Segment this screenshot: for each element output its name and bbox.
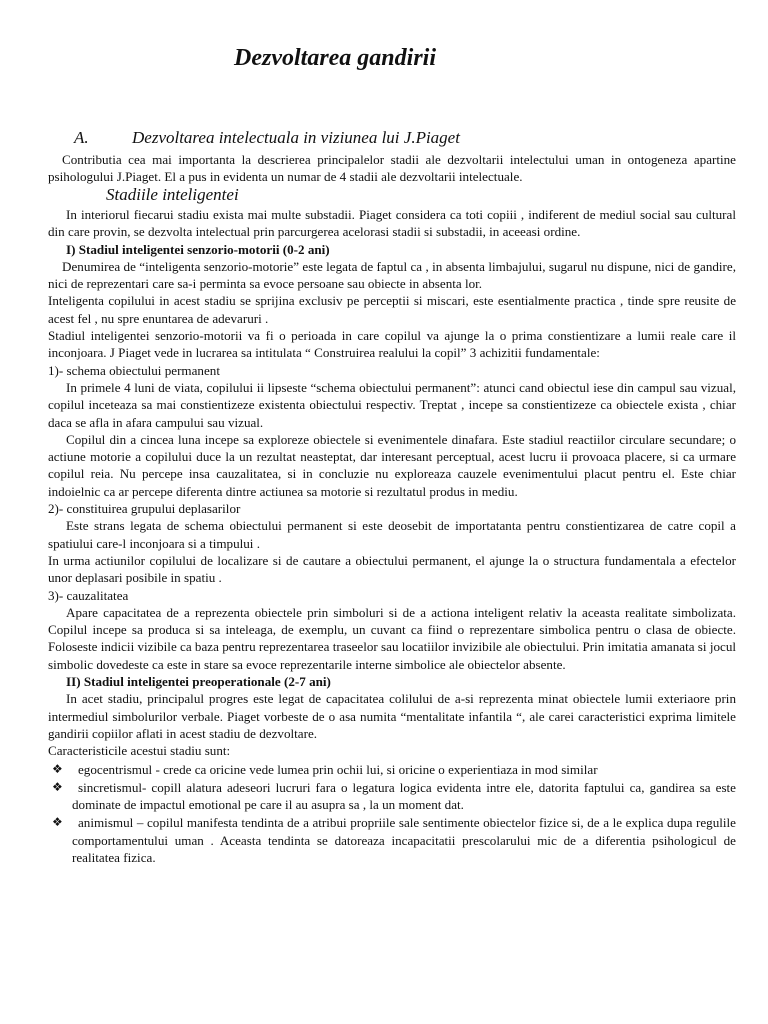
section-a-title: Dezvoltarea intelectuala in viziunea lui J.Piaget xyxy=(132,128,460,147)
subheading-stadii: Stadiile inteligentei xyxy=(106,185,239,204)
four-diamond-bullet-icon: ❖ xyxy=(52,779,63,794)
section-a-number: A. xyxy=(74,128,89,147)
item3-paragraph-1: Apare capacitatea de a reprezenta obiectele prin simboluri si de a actiona inteligent relativ la aceasta realitate simbolizata. Copilul incepe sa produca si sa inteleaga, de exemplu, un cuvant ca fiind o reprezentare simbolica pentru o clasa de obiecte. Foloseste indicii vizibile ca baza pentru reprezentarea traseelor sau locatiilor invizibile ale obiectului. Prin imitatia amanata si jocul simbolic dovedeste ca este in stare sa evoce reprezentarile interne simbolice ale obiectelor absente. xyxy=(48,604,736,672)
list-item: ❖ animismul – copilul manifesta tendinta de a atribui propriile sale sentimente obiectelor fizice si, de a le explica dupa regulile comportamentului uman . Aceasta tendinta se datoreaza incapacitatii prescolarului mic de a diferentia psihologicul de realitatea fizica. xyxy=(52,815,736,865)
intro-block xyxy=(48,151,736,186)
item2-label: 2)- constituirea grupului deplasarilor xyxy=(48,501,241,517)
stage1-paragraph-3: Stadiul inteligentei senzorio-motorii va fi o perioada in care copilul va ajunge la o prima constientizare a lumii reale care il inconjoara. J Piaget vede in lucrarea sa intitulata “ Construirea realului la copil” 3 achizitii fundamentale: xyxy=(48,328,736,361)
paragraph-stadii: In interiorul fiecarui stadiu exista mai multe substadii. Piaget considera ca toti copiii , indiferent de mediul social sau cultural din care provin, se dezvolta intelectual prin parcurgerea acelorasi stadii si substadii, in aceeasi ordine. xyxy=(48,207,736,240)
item1-paragraph-2: Copilul din a cincea luna incepe sa exploreze obiectele si evenimentele dinafara. Este stadiul reactiilor circulare secundare; o actiune motorie a copilului duce la un rezultat neasteptat, dar interesant perceptual, acest lucru ii provoaca placere, si ca urmare copilul reia. Nu percepe insa cauzalitatea, si in concluzie nu exploreaza cauzele evenimentului placut pentru el. Este chiar indoielnic ca ar percepe diferenta dintre actiunea sa motorie si rezultatul produs in mediu. xyxy=(48,431,736,499)
stage2-paragraph-1: In acet stadiu, principalul progres este legat de capacitatea colilului de a-si reprezenta minat obiectele lumii exteriaore prin intermediul simbolurilor verbale. Piaget vorbeste de o asa numita “mentalitate infantila “, ale carei caracteristici exprima limitele gandirii copiilor aflati in acest stadiu de dezvoltare. xyxy=(48,691,736,741)
list-item: ❖ egocentrismul - crede ca oricine vede lumea prin ochii lui, si oricine o experientiaza in mod similar xyxy=(52,761,598,777)
stage2-heading: II) Stadiul inteligentei preoperationale (2-7 ani) xyxy=(66,674,331,690)
page-title: Dezvoltarea gandirii xyxy=(234,45,436,71)
list-item: ❖ sincretismul- copill alatura adeseori lucruri fara o legatura logica evidenta intre ele, datorita faptului ca, gandirea sa este dominate de impactul emotional pe care il au asupra sa , la un moment dat. xyxy=(52,779,736,813)
item1-label: 1)- schema obiectului permanent xyxy=(48,362,220,378)
item3-label: 3)- cauzalitatea xyxy=(48,587,129,603)
characteristics-list xyxy=(48,761,736,867)
item2-paragraph-2: In urma actiunilor copilului de localizare si de cautare a obiectului permanent, el ajunge la o structura fundamentala a efectelor unor deplasari posibile in spatiu . xyxy=(48,552,736,586)
four-diamond-bullet-icon: ❖ xyxy=(52,815,63,830)
intro-paragraph: Contributia cea mai importanta la descrierea principalelor stadii ale dezvoltarii intelectului uman in ontogeneza apartine psihologului J.Piaget. El a pus in evidenta un numar de 4 stadii ale dezvoltarii intelectuale. xyxy=(48,152,736,185)
stage2-paragraph-2: Caracteristicile acestui stadiu sunt: xyxy=(48,743,231,759)
stage1-paragraph-1: Denumirea de “inteligenta senzorio-motorie” este legata de faptul ca , in absenta limbajului, sugarul nu dispune, nici de gandire, nici de reprezentari care sa-i perminta sa evoce persoane sau obiecte in absenta lor. xyxy=(48,258,736,292)
item2-paragraph-1: Este strans legata de schema obiectului permanent si este deosebit de importatanta pentru constientizarea de catre copil a spatiului care-l inconjoara si a timpului . xyxy=(48,518,736,551)
stage1-paragraph-2: Inteligenta copilului in acest stadiu se sprijina exclusiv pe perceptii si miscari, este esentialmente practica , tinde spre reusite de acest fel , nu spre enuntarea de adevaruri . xyxy=(48,293,736,326)
item1-paragraph-1: In primele 4 luni de viata, copilului ii lipseste “schema obiectului permanent”: atunci cand obiectul iese din campul sau vizual, copilul inceteaza sa mai constientizeze existenta obiectului respectiv. Treptat , incepe sa constientizeze ca obiectele exista , chiar daca se afla in afara campului sau vizual. xyxy=(48,379,736,430)
four-diamond-bullet-icon: ❖ xyxy=(52,761,63,776)
section-a-heading xyxy=(74,128,460,148)
main-body xyxy=(48,206,736,866)
stage1-heading: I) Stadiul inteligentei senzorio-motorii (0-2 ani) xyxy=(66,241,330,257)
